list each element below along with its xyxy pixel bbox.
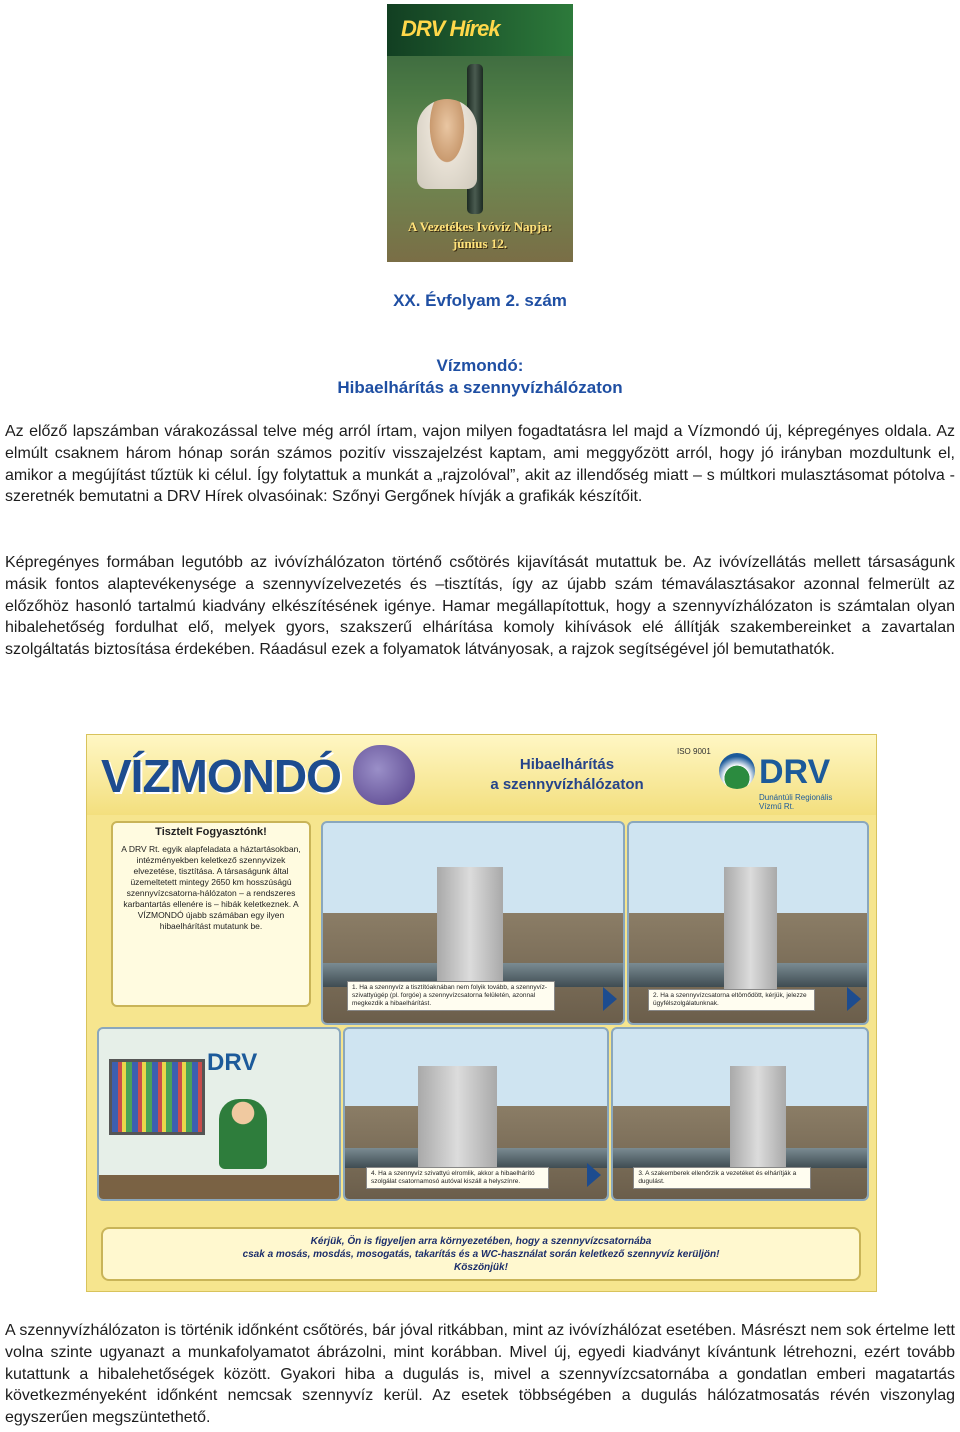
- comic-panel-1: [321, 821, 625, 1025]
- operator-figure: [219, 1099, 267, 1169]
- panel-manhole-shaft: [437, 867, 503, 991]
- footer-line-3: Köszönjük!: [454, 1262, 508, 1273]
- poster-footer-message: [101, 1227, 861, 1281]
- article-kicker: Vízmondó:: [436, 356, 524, 375]
- issue-number: XX. Évfolyam 2. szám: [393, 291, 567, 310]
- panel-caption-1: 1. Ha a szennyvíz a tisztítóaknában nem folyik tovább, a szennyvíz-szivattyúgép (pl. forgóe) a szennyvízcsatorna felületén, azonnal megkezdik a hibaelhárítást.: [347, 981, 555, 1011]
- desk: [99, 1175, 339, 1199]
- poster-subtitle: [467, 755, 667, 795]
- consumer-notice: [111, 821, 311, 1007]
- panel-pump-shaft: [418, 1066, 497, 1171]
- poster-brand-title: VÍZMONDÓ: [101, 750, 341, 802]
- next-arrow-icon: [603, 987, 617, 1011]
- drv-logo-subtitle: Dunántúli Regionális Vízmű Rt.: [759, 793, 833, 811]
- next-arrow-icon: [587, 1163, 601, 1187]
- article-title: Hibaelhárítás a szennyvízhálózaton: [337, 378, 623, 397]
- panel-caption-3: 4. Ha a szennyvíz szivattyú elromlik, akkor a hibaelhárító szolgálat csatornamosó autóval kiszáll a helyszínre.: [366, 1167, 549, 1189]
- panel-caption-4: 3. A szakemberek ellenőrzik a vezetéket és elhárítják a dugulást.: [633, 1167, 811, 1189]
- control-room-logo: DRV: [207, 1049, 258, 1076]
- article-paragraph-3: A szennyvízhálózaton is történik időnként csőtörés, bár jóval ritkábban, mint az ivóvízhálózat esetében. Másrészt nem sok értelme lett volna szinte ugyanazt a munkafolyamatot ábrázolni, mint korábban. Mivel új, egyedi kiadványt kívántunk létrehozni, ezért tovább kutattunk a hibalehetőségek között. Gyakori hiba a dugulás is, mivel a szennyvízcsatornába a gondatlan emberi magatartás következményeként időnként nemcsak szennyvíz kerül. Az esetek többségében a dugulás hálózatmosatás révén viszonylag egyszerűen megszüntethető.: [5, 1322, 955, 1427]
- monitor-screen: [109, 1059, 205, 1135]
- iso-mark: ISO 9001: [677, 747, 711, 756]
- cover-title: [387, 218, 573, 252]
- cover-title-line-2: június 12.: [452, 236, 508, 251]
- cover-masthead-logo: DRV Hírek: [401, 16, 500, 41]
- panel-manhole-shaft: [730, 1066, 786, 1171]
- panel-caption-2: 2. Ha a szennyvízcsatorna eltömődött, kérjük, jelezze ügyfélszolgálatunknak.: [648, 989, 815, 1011]
- notice-title: Tisztelt Fogyasztónk!: [155, 826, 267, 838]
- footer-line-1: Kérjük, Ön is figyeljen arra környezetében, hogy a szennyvízcsatornába: [310, 1236, 652, 1247]
- article-paragraph-1: Az előző lapszámban várakozással telve még arról írtam, vajon milyen fogadtatásra lel majd a Vízmondó új, képregényes oldala. Az elmúlt csaknem három hónap során számos pozitív visszajelzést kaptam, ami meggyőzött arról, hogy jó irányban mozdultunk el, amikor a megújítást tűztük ki célul. Így folytattuk a munkát a „rajzolóval”, akit az illendőség miatt – s múltkori mulasztásomat pótolva - szeretnék bemutatni a DRV Hírek olvasóinak: Szőnyi Gergőnek hívják a grafikák készítőit.: [5, 423, 955, 506]
- article-paragraph-2: Képregényes formában legutóbb az ivóvízhálózaton történő csőtörés kijavítását mutattuk be. Az ivóvízellátás mellett társaságunk másik fontos alaptevékenysége a szennyvízelvezetés és –tisztítás, így az újabb szám témaválasztásakor azonnal felmerült az előzőhöz hasonló tartalmú kiadvány elkészítésének igénye. Hamar megállapítottuk, hogy a szennyvízhálózaton is számtalan olyan hibalehetőség fordulhat elő, melyek gyors, szakszerű elhárítása komoly kihívások elé állítják szakembereinket a zavartalan szolgáltatás biztosítása érdekében. Ráadásul ezek a folyamatok látványosak, a rajzok segítségével jól bemutathatók.: [5, 554, 955, 659]
- drv-wave-icon: [719, 753, 755, 789]
- drv-logo-text: DRV: [759, 753, 831, 791]
- next-arrow-icon: [847, 987, 861, 1011]
- magazine-cover: [387, 4, 573, 262]
- poster-mascot: [353, 745, 415, 805]
- cover-title-line-1: A Vezetékes Ivóvíz Napja:: [407, 219, 553, 234]
- notice-text: A DRV Rt. egyik alapfeladata a háztartásokban, intézményekben keletkező szennyvizek elvezetése, tisztítása. A társaságunk által üzemeltetett mintegy 2650 km hosszúságú szennyvízcsatorna-hálózaton – a rendszeres karbantartás ellenére is – hibák keletkeznek. A VÍZMONDÓ újabb számában egy ilyen hibaelhárítást mutatunk be.: [121, 844, 301, 931]
- comic-panel-2: [627, 821, 869, 1025]
- comic-panel-3: [343, 1027, 609, 1201]
- comic-panel-4: [611, 1027, 869, 1201]
- drv-logo: [677, 747, 857, 811]
- poster-subtitle-line-2: a szennyvízhálózaton: [490, 776, 644, 793]
- poster-subtitle-line-1: Hibaelhárítás: [519, 756, 615, 773]
- cover-child-photo: [417, 99, 477, 189]
- panel-manhole-shaft: [724, 867, 776, 991]
- comic-poster: [86, 734, 877, 1292]
- footer-line-2: csak a mosás, mosdás, mosogatás, takarítás és a WC-használat során keletkező szennyvíz kerüljön!: [242, 1249, 720, 1260]
- control-room-panel: [97, 1027, 341, 1201]
